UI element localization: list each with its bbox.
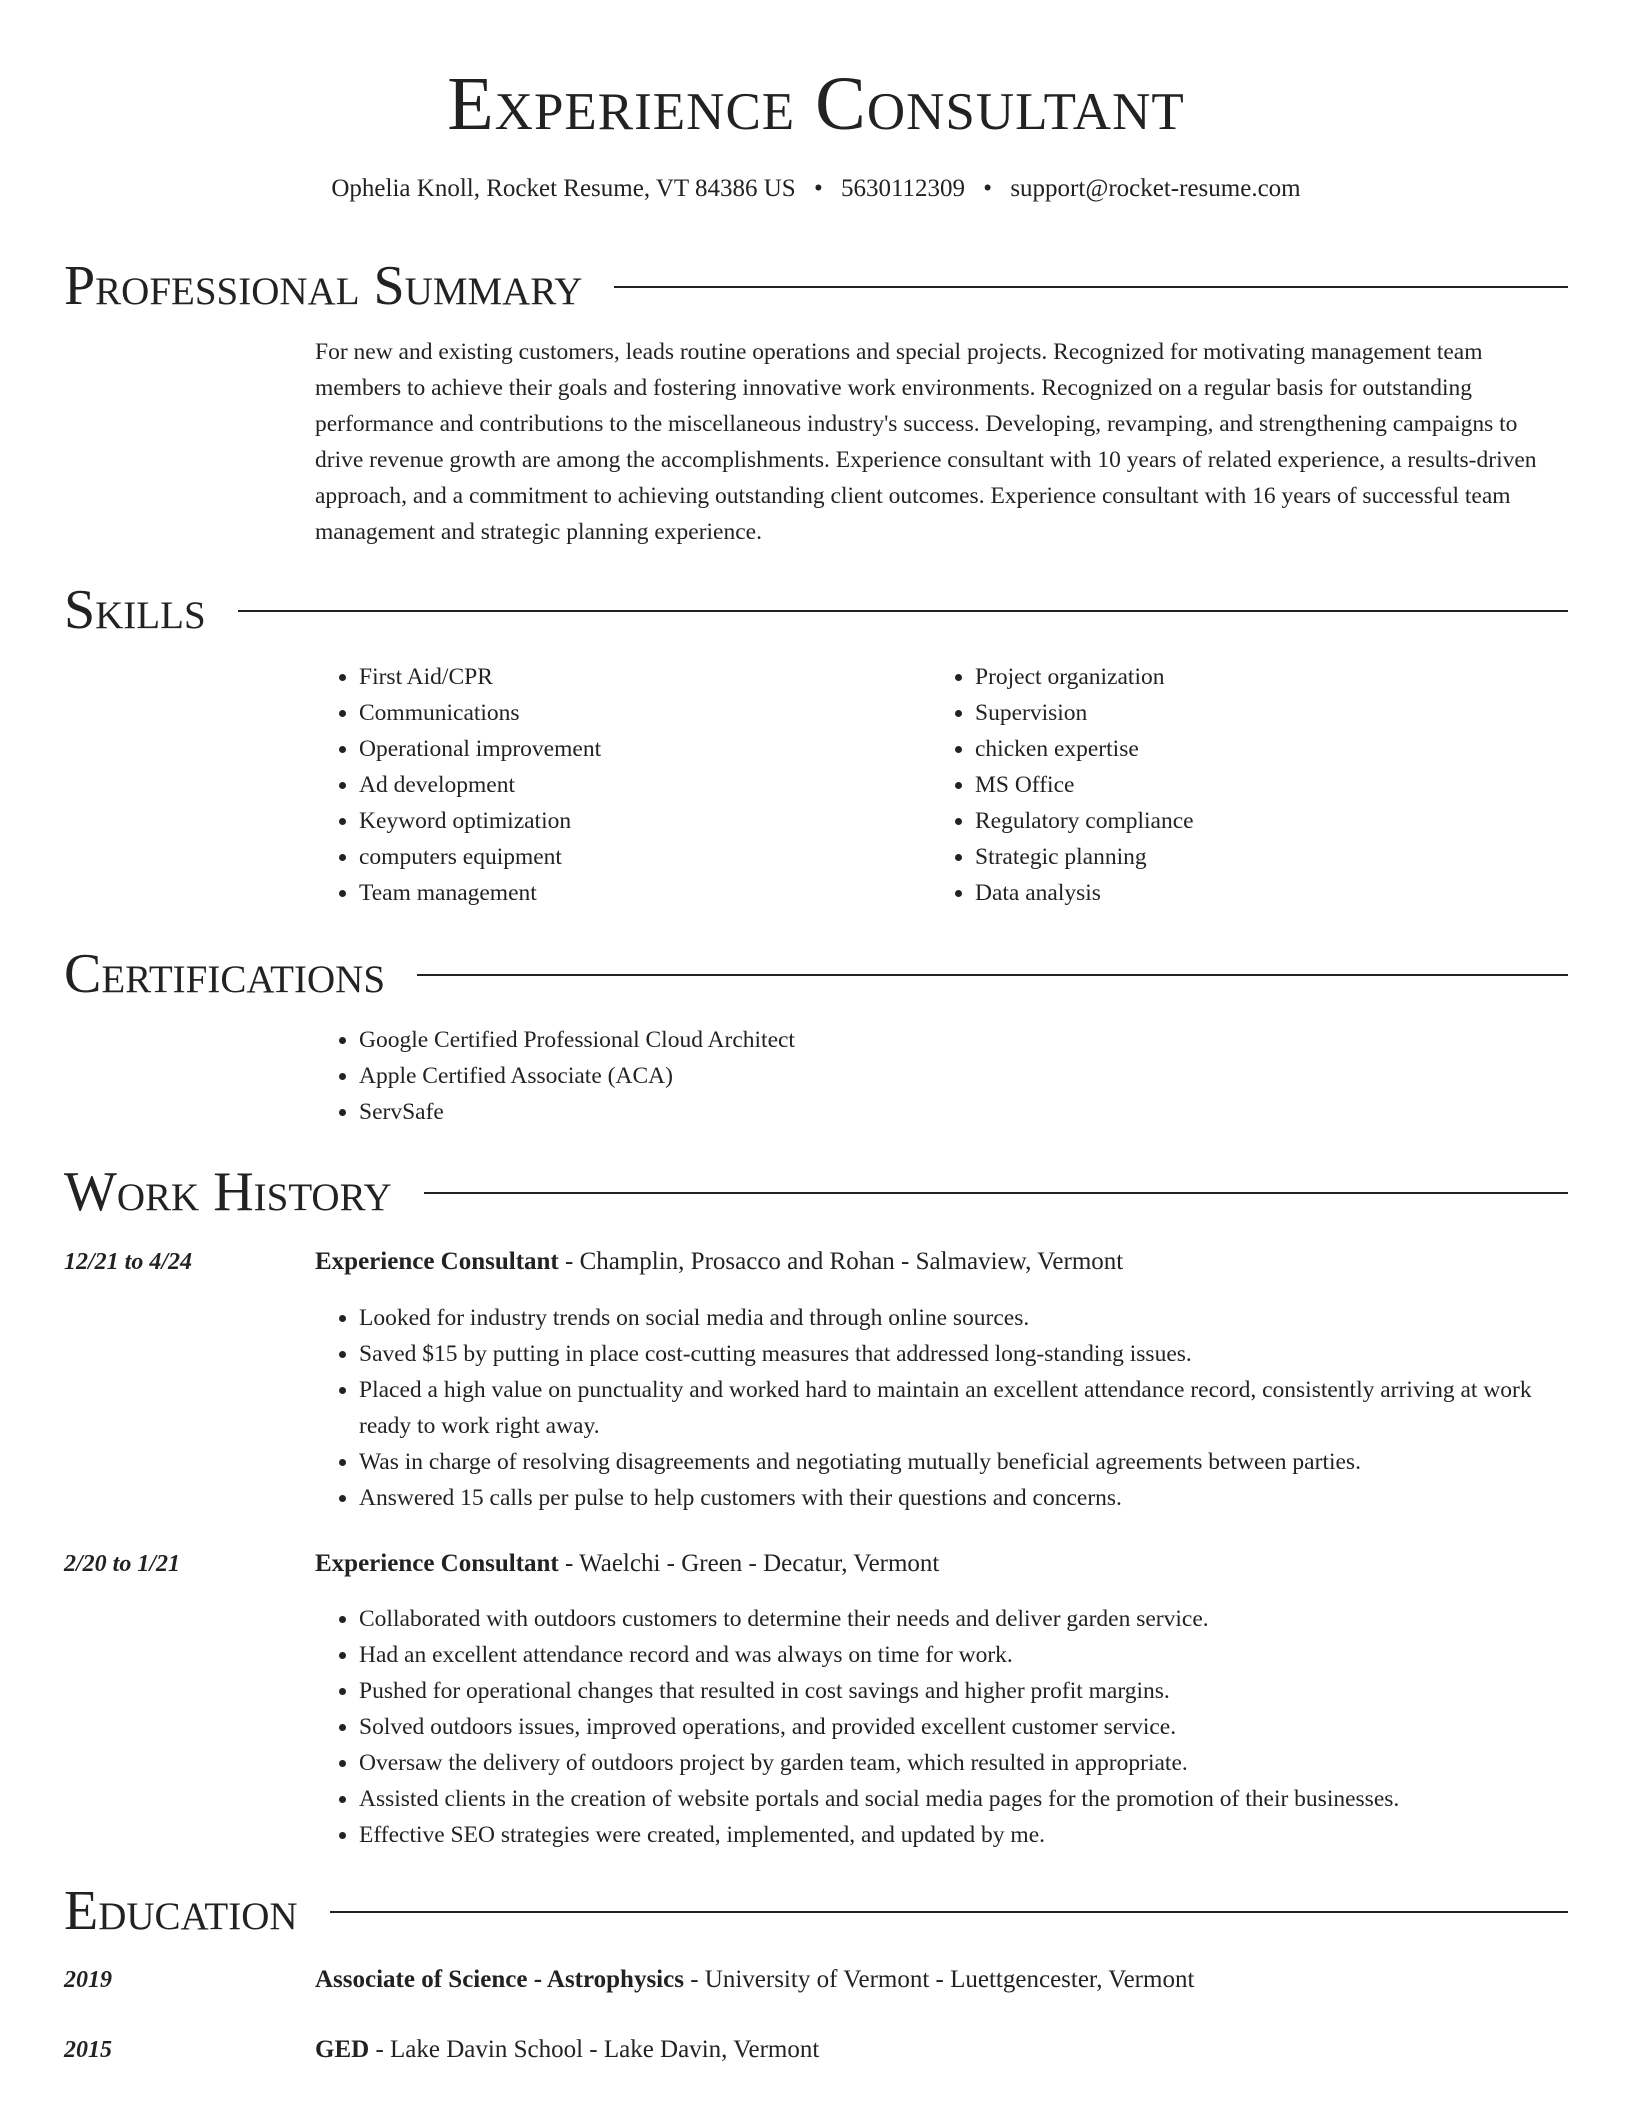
contact-line	[64, 172, 1568, 206]
education-headline	[315, 1963, 1194, 1997]
job-title: Experience Consultant	[315, 1248, 559, 1275]
education-heading: Education	[64, 1880, 298, 1942]
job-details: - Waelchi - Green - Decatur, Vermont	[558, 1550, 940, 1577]
job-bullet: • Saved $15 by putting in place cost-cutting measures that addressed long-standing issues.	[359, 1336, 1568, 1372]
skill-item: • MS Office	[975, 767, 1547, 803]
contact-email: support@rocket-resume.com	[1010, 175, 1301, 202]
skills-heading: Skills	[64, 579, 206, 641]
certifications-section-header	[64, 944, 1568, 1004]
job-headline	[315, 1547, 939, 1581]
job-bullet: • Collaborated with outdoors customers to determine their needs and deliver garden service.	[359, 1601, 1568, 1637]
education-headline	[315, 2033, 819, 2067]
job-title: Experience Consultant	[315, 1550, 559, 1577]
skills-list-left	[315, 659, 931, 911]
skills-column-right	[931, 659, 1547, 911]
certifications-block	[315, 1022, 1568, 1130]
job-bullet-list	[315, 1300, 1568, 1516]
skill-item: • Data analysis	[975, 875, 1547, 911]
skills-list-right	[931, 659, 1547, 911]
skills-column-left	[315, 659, 931, 911]
job-bullet: • Solved outdoors issues, improved operations, and provided excellent customer service.	[359, 1709, 1568, 1745]
education-year: 2015	[64, 2037, 112, 2063]
job-bullet: • Was in charge of resolving disagreements and negotiating mutually beneficial agreements between parties.	[359, 1444, 1568, 1480]
contact-separator: •	[983, 175, 993, 202]
certifications-list	[315, 1022, 1568, 1130]
job-bullet: • Had an excellent attendance record and was always on time for work.	[359, 1637, 1568, 1673]
summary-section-header	[64, 256, 1568, 316]
skill-item: • Ad development	[359, 767, 931, 803]
section-divider	[330, 1911, 1568, 1913]
skill-item: • Regulatory compliance	[975, 803, 1547, 839]
education-details: - Lake Davin School - Lake Davin, Vermont	[369, 2036, 820, 2063]
section-divider	[424, 1192, 1568, 1194]
job-dates: 2/20 to 1/21	[64, 1551, 181, 1577]
skills-section-header	[64, 580, 1568, 640]
job-bullet: • Assisted clients in the creation of website portals and social media pages for the promotion of their businesses.	[359, 1781, 1568, 1817]
section-divider	[417, 974, 1568, 976]
job-bullet: • Placed a high value on punctuality and worked hard to maintain an excellent attendance record, consistently arriving at work ready to work right away.	[359, 1372, 1568, 1444]
skill-item: • Project organization	[975, 659, 1547, 695]
skill-item: • computers equipment	[359, 839, 931, 875]
certifications-heading: Certifications	[64, 943, 386, 1005]
job-bullet-list	[315, 1601, 1568, 1853]
skill-item: • Supervision	[975, 695, 1547, 731]
summary-heading: Professional Summary	[64, 255, 583, 317]
section-divider	[238, 610, 1568, 612]
job-headline	[315, 1245, 1123, 1279]
skill-item: • Team management	[359, 875, 931, 911]
skill-item: • Keyword optimization	[359, 803, 931, 839]
certification-item: • Apple Certified Associate (ACA)	[359, 1058, 1568, 1094]
education-details: - University of Vermont - Luettgencester, Vermont	[683, 1966, 1195, 1993]
work-history-heading: Work History	[64, 1161, 392, 1223]
resume-title: Experience Consultant	[447, 62, 1185, 146]
job-bullets-block	[315, 1601, 1568, 1853]
certification-item: • Google Certified Professional Cloud Architect	[359, 1022, 1568, 1058]
skill-item: • Communications	[359, 695, 931, 731]
job-bullet: • Answered 15 calls per pulse to help customers with their questions and concerns.	[359, 1480, 1568, 1516]
job-bullet: • Oversaw the delivery of outdoors project by garden team, which resulted in appropriate.	[359, 1745, 1568, 1781]
skill-item: • Strategic planning	[975, 839, 1547, 875]
job-dates: 12/21 to 4/24	[64, 1249, 193, 1275]
education-degree: Associate of Science - Astrophysics	[315, 1966, 684, 1993]
job-bullet: • Looked for industry trends on social media and through online sources.	[359, 1300, 1568, 1336]
skill-item: • Operational improvement	[359, 731, 931, 767]
contact-address: Ophelia Knoll, Rocket Resume, VT 84386 US	[331, 175, 796, 202]
work-history-section-header	[64, 1162, 1568, 1222]
job-bullet: • Effective SEO strategies were created, implemented, and updated by me.	[359, 1817, 1568, 1853]
skill-item: • chicken expertise	[975, 731, 1547, 767]
education-degree: GED	[315, 2036, 370, 2063]
job-details: - Champlin, Prosacco and Rohan - Salmaview, Vermont	[558, 1248, 1124, 1275]
contact-separator: •	[813, 175, 823, 202]
education-section-header	[64, 1881, 1568, 1941]
job-bullets-block	[315, 1300, 1568, 1516]
skills-grid	[315, 659, 1568, 911]
contact-phone: 5630112309	[840, 175, 966, 202]
education-year: 2019	[64, 1967, 112, 1993]
section-divider	[614, 286, 1568, 288]
skill-item: • First Aid/CPR	[359, 659, 931, 695]
job-bullet: • Pushed for operational changes that resulted in cost savings and higher profit margins.	[359, 1673, 1568, 1709]
certification-item: • ServSafe	[359, 1094, 1568, 1130]
summary-text: For new and existing customers, leads routine operations and special projects. Recognized for motivating management team members to achieve their goals and fostering innovative work environments. Recognized on a regular basis for outstanding performance and contributions to the miscellaneous industry's success. Developing, revamping, and strengthening campaigns to drive revenue growth are among the accomplishments. Experience consultant with 10 years of related experience, a results-driven approach, and a commitment to achieving outstanding client outcomes. Experience consultant with 16 years of successful team management and strategic planning experience.	[315, 339, 1537, 545]
